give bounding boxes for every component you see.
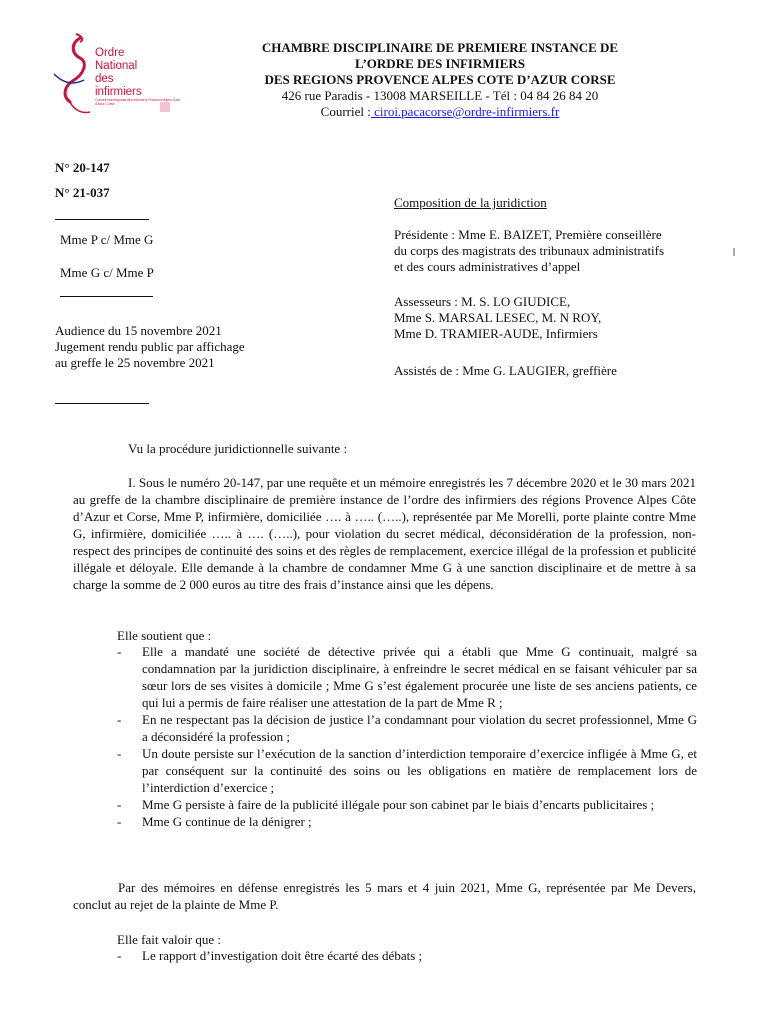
list-item bbox=[117, 643, 697, 711]
defense-list bbox=[117, 947, 697, 964]
header-email-row bbox=[215, 104, 665, 120]
logo-line-4: infirmiers bbox=[95, 86, 142, 98]
case-number-2: N° 21-037 bbox=[55, 185, 110, 200]
case-number-1: N° 20-147 bbox=[55, 160, 110, 175]
list-dash: - bbox=[117, 746, 122, 761]
paragraph-2-text: Par des mémoires en défense enregistrés les 5 mars et 4 juin 2021, Mme G, représentée par Me Devers, conclut au rejet de la plainte de Mme P. bbox=[73, 880, 696, 912]
header-line-2: L’ORDRE DES INFIRMIERS bbox=[355, 56, 525, 71]
list-dash: - bbox=[117, 644, 122, 659]
judgment-line-1: Jugement rendu public par affichage bbox=[55, 339, 245, 354]
president-block bbox=[394, 227, 739, 275]
composition-title: Composition de la juridiction bbox=[394, 195, 547, 210]
list-item-text: Mme G continue de la dénigrer ; bbox=[142, 814, 312, 829]
president-line-1: Présidente : Mme E. BAIZET, Première conseillère bbox=[394, 227, 662, 242]
document-header bbox=[215, 40, 665, 120]
list-item-text: Elle a mandaté une société de détective privée qui a établi que Mme G continuait, malgré sa condamnation par la juridiction disciplinaire, à enfreindre le secret médical en se faisant véhiculer par sa sœur lors de ses visites à domicile ; Mme G s’est également procurée une liste de ses anciens patients, ce qui lui a permis de faire réaliser une attestation de la part de Mme R ; bbox=[142, 644, 697, 710]
header-line-1: CHAMBRE DISCIPLINAIRE DE PREMIERE INSTANCE DE bbox=[261, 40, 619, 55]
list-dash: - bbox=[117, 797, 122, 812]
list-item bbox=[117, 813, 697, 830]
divider bbox=[55, 219, 149, 220]
header-line-3: DES REGIONS PROVENCE ALPES COTE D’AZUR CORSE bbox=[264, 72, 616, 87]
list-item bbox=[117, 947, 697, 964]
assessors-line-1: Assesseurs : M. S. LO GIUDICE, bbox=[394, 294, 571, 309]
paragraph-1-text: I. Sous le numéro 20-147, par une requête et un mémoire enregistrés les 7 décembre 2020 et le 30 mars 2021 au greffe de la chambre disciplinaire de première instance de l’ordre des infirmiers des régions Provence Alpes Côte d’Azur et Corse, Mme P, infirmière, domiciliée …. à ….. (…..), représentée par Me Morelli, porte plainte contre Mme G, infirmière, domiciliée ….. à …. (…..), pour violation du secret médical, déconsidération de la profession, non-respect des principes de continuité des soins et des règles de remplacement, exercice illégal de la profession et publicité illégale et déloyale. Elle demande à la chambre de condamner Mme G à une sanction disciplinaire et de mettre à sa charge la somme de 2 000 euros au titre des frais d’instance ainsi que les dépens. bbox=[73, 475, 696, 592]
logo-line-2: National bbox=[95, 60, 138, 72]
assessors-line-2: Mme S. MARSAL LESEC, M. N ROY, bbox=[394, 310, 602, 325]
paragraph-2 bbox=[73, 879, 696, 913]
edge-mark bbox=[733, 248, 735, 256]
email-label: Courriel : bbox=[320, 104, 371, 119]
list-dash: - bbox=[117, 814, 122, 829]
logo-line-1: Ordre bbox=[95, 47, 125, 59]
president-line-2: du corps des magistrats des tribunaux administratifs bbox=[394, 243, 665, 258]
judgment-line-2: au greffe le 25 novembre 2021 bbox=[55, 355, 215, 370]
assessors-block bbox=[394, 294, 739, 342]
list-item bbox=[117, 796, 697, 813]
intro-line: Vu la procédure juridictionnelle suivante : bbox=[128, 441, 348, 456]
header-address: 426 rue Paradis - 13008 MARSEILLE - Tél : 04 84 26 84 20 bbox=[281, 88, 599, 103]
logo-wordmark bbox=[95, 47, 142, 99]
list-item bbox=[117, 745, 697, 796]
paragraph-1 bbox=[73, 474, 696, 593]
list-dash: - bbox=[117, 712, 122, 727]
clerk-line: Assistés de : Mme G. LAUGIER, greffière bbox=[394, 363, 617, 378]
president-line-3: et des cours administratives d’appel bbox=[394, 259, 581, 274]
email-link[interactable]: ciroi.pacacorse@ordre-infirmiers.fr bbox=[370, 104, 560, 119]
list-item-text: Mme G persiste à faire de la publicité illégale pour son cabinet par le biais d’encarts publicitaires ; bbox=[142, 797, 655, 812]
soutient-label: Elle soutient que : bbox=[117, 628, 212, 643]
parties-1: Mme P c/ Mme G bbox=[60, 232, 154, 247]
hearing-info bbox=[55, 323, 295, 371]
divider bbox=[60, 296, 153, 297]
fait-valoir-label: Elle fait valoir que : bbox=[117, 932, 221, 947]
hearing-date: Audience du 15 novembre 2021 bbox=[55, 323, 222, 338]
parties-2: Mme G c/ Mme P bbox=[60, 265, 154, 280]
claims-list bbox=[117, 643, 697, 830]
list-item-text: En ne respectant pas la décision de justice l’a condamnant pour violation du secret professionnel, Mme G a déconsidéré la profession ; bbox=[142, 712, 697, 744]
logo-subline: Conseil Interrégional des Infirmiers Provence Alpes Côte d'Azur Corse bbox=[95, 98, 180, 107]
list-dash: - bbox=[117, 948, 122, 963]
assessors-line-3: Mme D. TRAMIER-AUDE, Infirmiers bbox=[394, 326, 598, 341]
logo-line-3: des bbox=[95, 73, 114, 85]
divider bbox=[55, 403, 149, 404]
list-item-text: Le rapport d’investigation doit être écarté des débats ; bbox=[142, 948, 423, 963]
list-item-text: Un doute persiste sur l’exécution de la sanction d’interdiction temporaire d’exercice infligée à Mme G, et par conséquent sur la continuité des soins ou les obligations en matière de remplacement lors de l’interdiction d’exercice ; bbox=[142, 746, 697, 795]
list-item bbox=[117, 711, 697, 745]
